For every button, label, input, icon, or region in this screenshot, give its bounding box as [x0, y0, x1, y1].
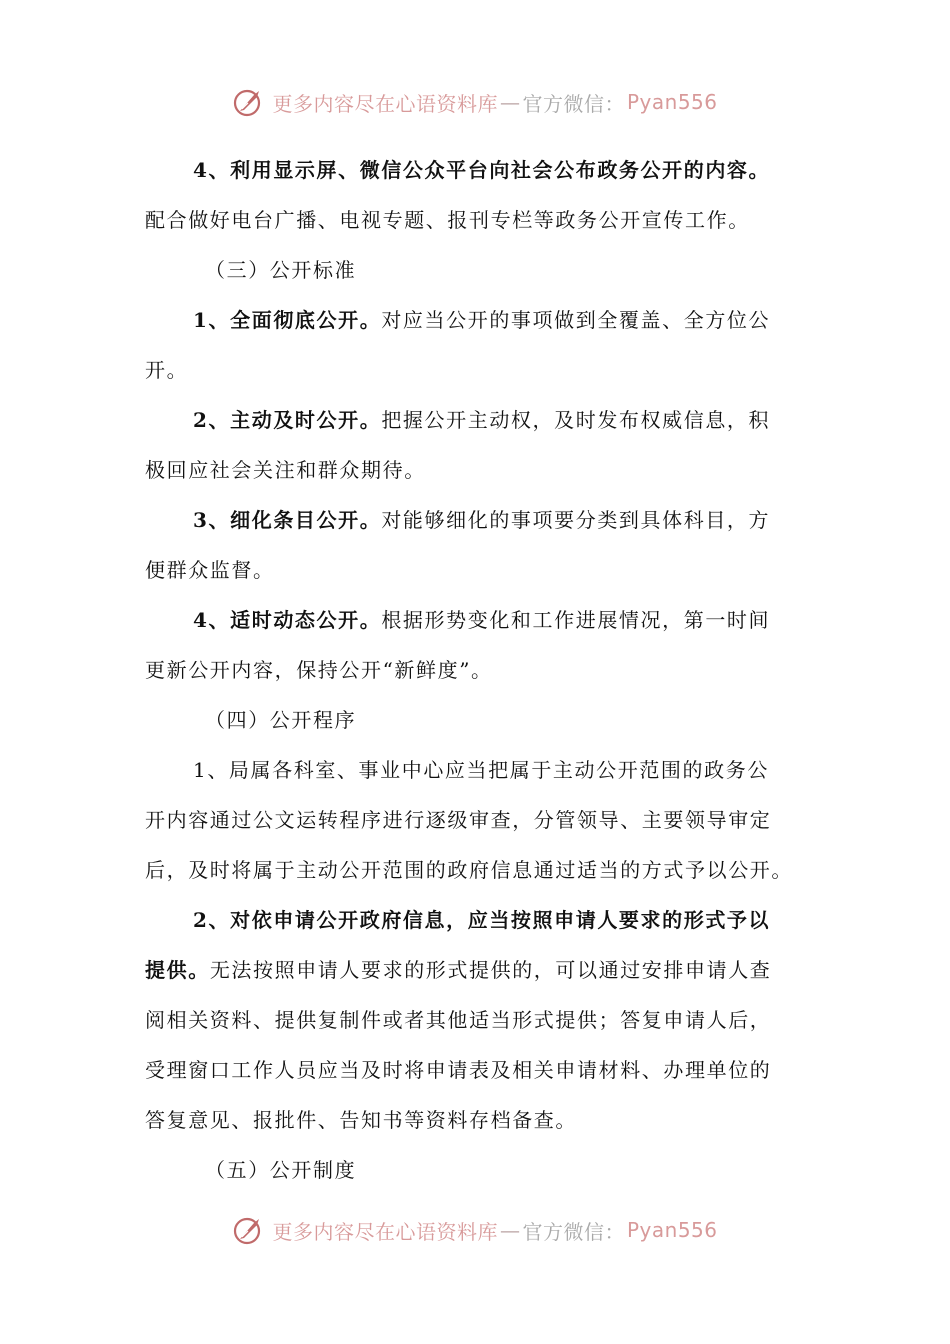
paragraph-line: 后，及时将属于主动公开范围的政府信息通过适当的方式予以公开。 — [145, 858, 793, 882]
bold-heading: 1、全面彻底公开。 — [193, 308, 382, 332]
paragraph-line — [145, 895, 810, 945]
bold-heading: 2、主动及时公开。 — [193, 408, 382, 432]
paragraph-text: 把握公开主动权，及时发布权威信息，积 — [381, 408, 771, 432]
watermark-dash: — — [499, 1218, 521, 1242]
paragraph-line: 开。 — [145, 358, 189, 382]
watermark-site-text: 更多内容尽在心语资料库 — [272, 1219, 498, 1244]
paragraph-line — [145, 945, 810, 995]
paragraph-line — [145, 595, 810, 645]
watermark-site-text: 更多内容尽在心语资料库 — [272, 91, 498, 116]
bold-heading: 4、利用显示屏、微信公众平台向社会公布政务公开的内容。 — [193, 158, 771, 182]
paragraph-line: 受理窗口工作人员应当及时将申请表及相关申请材料、办理单位的 — [145, 1058, 772, 1082]
watermark-account: Pyan556 — [626, 90, 718, 114]
paragraph-line: 开内容通过公文运转程序进行逐级审查，分管领导、主要领导审定 — [145, 808, 772, 832]
header-watermark — [0, 82, 950, 122]
bold-heading: 4、适时动态公开。 — [193, 608, 382, 632]
paragraph-line — [145, 395, 810, 445]
quill-pen-logo-icon — [232, 85, 266, 119]
paragraph-line: 答复意见、报批件、告知书等资料存档备查。 — [145, 1108, 577, 1132]
paragraph-line: 阅相关资料、提供复制件或者其他适当形式提供；答复申请人后， — [145, 1008, 772, 1032]
paragraph-line: 配合做好电台广播、电视专题、报刊专栏等政务公开宣传工作。 — [145, 208, 750, 232]
paragraph-text: 根据形势变化和工作进展情况，第一时间 — [381, 608, 771, 632]
quill-pen-logo-icon — [232, 1213, 266, 1247]
watermark-account: Pyan556 — [626, 1218, 718, 1242]
document-body — [145, 145, 810, 1195]
watermark-dash: — — [499, 90, 521, 114]
paragraph-line: 更新公开内容，保持公开“新鲜度”。 — [145, 658, 493, 682]
paragraph-text: 无法按照申请人要求的形式提供的，可以通过安排申请人查 — [209, 958, 772, 982]
paragraph-line — [145, 495, 810, 545]
section-heading-3: （三）公开标准 — [205, 258, 357, 282]
paragraph-line: 便群众监督。 — [145, 558, 275, 582]
section-heading-5: （五）公开制度 — [205, 1158, 357, 1182]
bold-heading: 提供。 — [145, 958, 210, 982]
footer-watermark — [0, 1210, 950, 1250]
paragraph-line: 极回应社会关注和群众期待。 — [145, 458, 426, 482]
bold-heading: 3、细化条目公开。 — [193, 508, 382, 532]
paragraph-line: 1、局属各科室、事业中心应当把属于主动公开范围的政务公 — [193, 758, 769, 782]
watermark-label: 官方微信： — [522, 1219, 625, 1244]
paragraph-text: 对能够细化的事项要分类到具体科目，方 — [381, 508, 771, 532]
paragraph-text: 对应当公开的事项做到全覆盖、全方位公 — [381, 308, 771, 332]
paragraph-line — [145, 295, 810, 345]
watermark-label: 官方微信： — [522, 91, 625, 116]
paragraph-line — [145, 145, 810, 195]
section-heading-4: （四）公开程序 — [205, 708, 357, 732]
bold-heading: 2、对依申请公开政府信息，应当按照申请人要求的形式予以 — [193, 908, 771, 932]
